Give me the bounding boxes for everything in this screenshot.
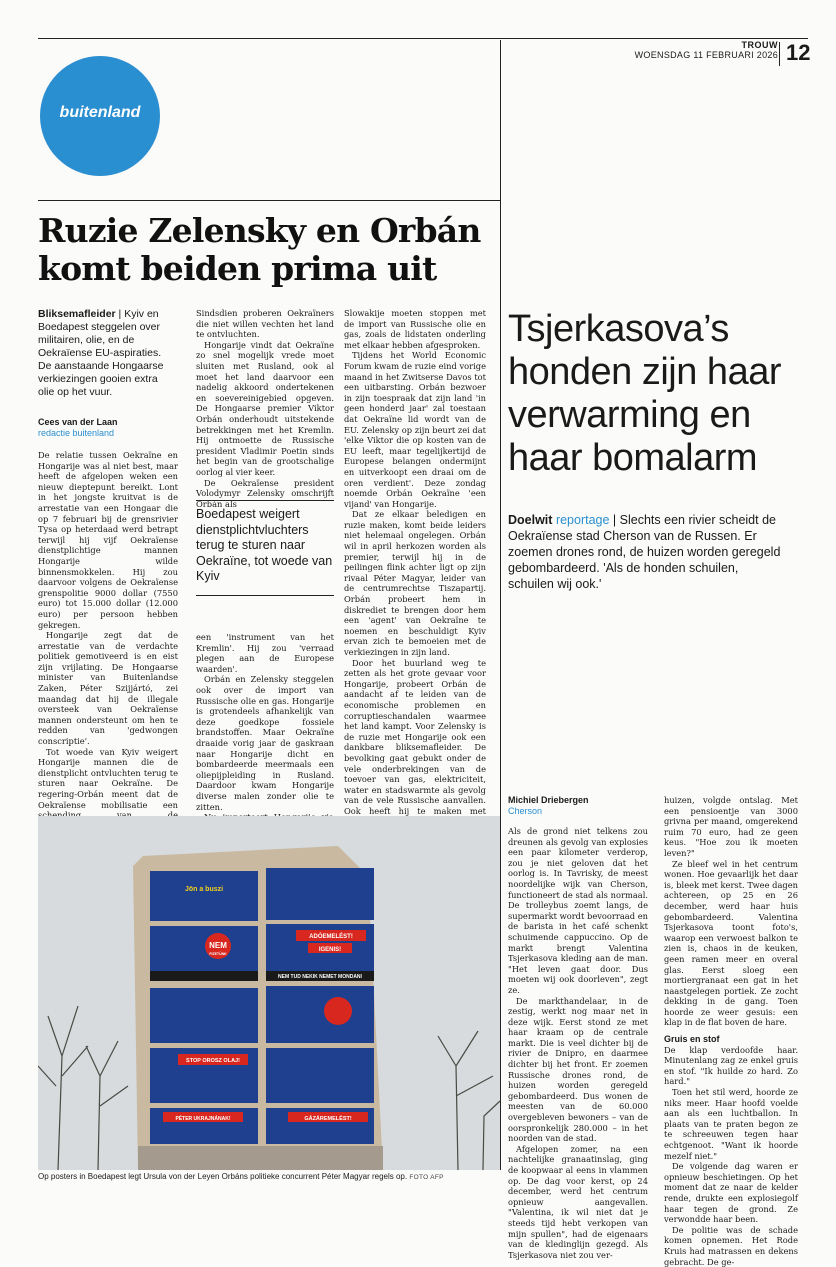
poster <box>266 986 374 1043</box>
article1-headline-line2: komt beiden prima uit <box>38 249 437 288</box>
article1-lead-text: Kyiv en Boedapest steggelen over militairen, olie, en de Oekraïense EU-aspiraties. De aanstaande Hongaarse verkiezingen gooien extra olie op het vuur. <box>38 308 164 398</box>
paragraph: De politie was de schade komen opnemen. Het Rode Kruis had matrassen en dekens gebracht. De ge- <box>664 1224 798 1267</box>
poster <box>266 1048 374 1103</box>
poster-text: STOP OROSZ OLAJ! <box>186 1058 240 1064</box>
paragraph: Tot woede van Kyiv weigert Hongarije mannen die de dienstplicht ontvluchten terug te sturen naar Oekraïne. De regering-Orbán meent dat de Oekraïense mobilisatie een <box>38 746 178 810</box>
article1-pullquote: Boedapest weigert dienstplichtvluchters terug te sturen naar Oekraïne, tot woede van Kyiv <box>196 500 334 596</box>
article2-headline-line: Tsjerkasova’s <box>508 308 729 350</box>
article2-headline-line: honden zijn haar <box>508 351 781 393</box>
photo-credit: FOTO AFP <box>409 1174 444 1181</box>
poster-text: NEM TUD NEKIK NEMET MONDANI <box>278 974 362 980</box>
page-number-divider <box>779 42 780 66</box>
article1-lead: Bliksemafleider | Kyiv en Boedapest steggelen over militairen, olie, en de Oekraïense EU-aspiraties. De aanstaande Hongaarse verkiezingen gooien extra olie op het vuur. <box>38 308 164 398</box>
paragraph: Als de grond niet telkens zou dreunen als gevolg van explosies een paar kilometer verderop, zou je niet geloven dat het oorlog is. In Tavrisky, de meest noordelijke wijk van Cherson, functioneert de stad als normaal. De trolleybus zoemt langs, de supermarkt wordt bevoorraad en de barista in het café schenkt schuimende cappuccino. Op de markt brengt Valentina Tsjerkasova kleding aan de man. "Het leven gaat door. Dus moeten wij ook doorleven", zegt ze. <box>508 826 648 995</box>
article1-column-3 <box>344 308 486 838</box>
paragraph: Slowakije moeten stoppen met de import van Russische olie en gas, zoals de lidstaten onderling met elkaar hebben afgesproken. <box>344 308 486 350</box>
paragraph: De volgende dag waren er opnieuw beschietingen. Op het moment dat ze naar de kelder rende, drukte een explosiegolf haar tegen de grond. Ze verwondde haar been. <box>664 1161 798 1225</box>
paragraph: Afgelopen zomer, na een nachtelijke granaatinslag, ging de koopwaar al eens in vlammen op. De dag voor kerst, op 24 december, werd het centrum opnieuw aangevallen. "Valentina, ik wil niet dat je steeds tijd hebt verkopen van mijn spullen", had de eigenaars van de kledinglijn gezegd. Als Tsjerkasova niet zou ver- <box>508 1143 648 1260</box>
paper-name: TROUW <box>741 40 778 50</box>
photo-caption <box>38 1172 500 1183</box>
issue-date: WOENSDAG 11 FEBRUARI 2026 <box>634 50 778 60</box>
photo-illustration <box>38 816 500 1170</box>
paragraph: Door het buurland weg te zetten als het grote gevaar voor Hongarije, probeert Orbán de aandacht af te leiden van de economische problemen en corruptieschandalen waarmee het land kampt. Voor Zelensky is de ruzie met Hongarije ook een dankbare bliksemafleider. De bevolking gaat gebukt onder de vele onderbrekingen van de toevoer van gas, elektriciteit, water en stadswarmte als gevolg van de vele Russische aanvallen. Ook heeft hij te maken met <box>344 657 486 816</box>
article2-headline-line: haar bomalarm <box>508 437 758 479</box>
headline-rule <box>38 200 500 201</box>
paragraph: Orbán en Zelensky steggelen ook over de import van Russische olie en gas. Hongarije is grotendeels afhankelijk van deze goedkope fossiele brandstoffen. Maar Oekraïne draaide vorig jaar de gaskraan naar Hongarije dicht en bombardeerde meermaals een oliepijpleiding in Rusland. Daardoor kwam Hongarije diverse malen zonder olie te zitten. <box>196 674 334 812</box>
article1-headline <box>38 212 508 288</box>
paragraph: Toen het stil werd, hoorde ze niks meer. Haar hoofd voelde aan als een luchtballon. In plaats van te praten begon ze te schreeuwen tegen haar echtgenoot. "Want ik hoorde mezelf niet." <box>664 1087 798 1161</box>
paragraph: Hongarije zegt dat de arrestatie van de verdachte politiek gemotiveerd is en eist zijn vrijlating. De Hongaarse minister van Buitenlandse Zaken, Péter Szijjártó, zei maandag dat hij de illegale oversteek van Oekraïense mannen ondersteunt om hen te redden van 'gedwongen conscriptie'. <box>38 630 178 747</box>
poster-text: PÉTER UKRAJNÁNAK! <box>175 1116 231 1122</box>
article2-lead-text: Slechts een rivier scheidt de Oekraïense stad Cherson van de Russen. Er zoemen drones rond, de huizen worden geregeld gebombardeerd. 'Als de honden schuilen, schuilen wij ook.' <box>508 513 781 591</box>
news-photo <box>38 816 500 1170</box>
masthead <box>635 40 778 60</box>
photo-caption-text: Op posters in Boedapest legt Ursula von der Leyen Orbáns politieke concurrent Péter Magyar regels op. <box>38 1172 408 1181</box>
paragraph: Dat ze elkaar beledigen en ruzie maken, komt beide leiders niet helemaal ongelegen. Orbán wil in april herkozen worden als premier, terwijl hij in de peilingen flink achter ligt op zijn rivaal Péter Magyar, leider van de centrumrechtse Tiszapartij. Orbán probeert hem in diskrediet te brengen door hem een 'agent' van Oekraïne te noemen en beschuldigt Kyiv ervan zich te bemoeien met de verkiezingen in zijn land. <box>344 509 486 657</box>
article2-column-2 <box>664 795 798 1267</box>
paragraph: Tijdens het World Economic Forum kwam de ruzie eind vorige maand in het Zwitserse Davos tot een uitbarsting. Orbán bezwoer in zijn toespraak dat zijn land 'in geen honderd jaar' zal toestaan dat Oekraïne lid wordt van de EU. Zelensky op zijn beurt zei dat 'elke Viktor die op kosten van de EU leeft, maar tegelijkertijd de Europese belangen ondermijnt en uitverkoopt een draai om de oren verdient'. Deze zondag noemde Orbán Oekraïne 'een vijand' van Hongarije. <box>344 350 486 509</box>
paragraph: De markthandelaar, in de zestig, werkt nog maar net in deze wijk. Eerst stond ze met haar kraam op de centrale markt. Die is veel dichter bij de rivier de Dnipro, en daarmee dichter bij het front. Er zoemen Russische drones rond, de huizen worden geregeld gebombardeerd. Dus wonen de meesten van de 60.000 overgebleven bewoners – van de oorspronkelijk 280.000 – in het noorden van de stad. <box>508 995 648 1144</box>
poster-text: Jön a buszi <box>184 886 224 893</box>
paragraph: Hongarije vindt dat Oekraïne zo snel mogelijk vrede moet sluiten met Rusland, ook al moet het land daarvoor een nadelig akkoord ondertekenen en soevereinigebied opgeven. De Hongaarse premier Viktor Orbán onderhoudt uitstekende betrekkingen met het Kremlin. Hij ontmoette de Russische president Vladimir Poetin sinds het begin van de grootschalige oorlog al vier keer. <box>196 339 334 477</box>
section-label: buitenland <box>59 104 141 121</box>
article1-headline-line1: Ruzie Zelensky en Orbán <box>38 211 481 250</box>
subheading: Gruis en stof <box>664 1034 720 1045</box>
article2-byline <box>508 795 589 817</box>
article2-column-1 <box>508 826 648 1260</box>
paragraph: De relatie tussen Oekraïne en Hongarije was al niet best, maar heeft de afgelopen weken een nieuw dieptepunt bereikt. Lont in het jongste kruitvat is de arrestatie van een Hongaar die op 7 februari bij de grensrivier Tysa op heterdaad werd betrapt terwijl hij vijf Oekraïense dienstplichtige mannen Hongarije wilde binnensmokkelen. Hij zou daarvoor volgens de Oekraïense grenspolitie 9000 dollar (7550 euro) tot 15.000 dollar (12.000 euro) per persoon hebben gekregen. <box>38 450 178 630</box>
graffiti-wall <box>138 1146 383 1170</box>
poster-text: IGENIS! <box>318 947 342 953</box>
poster <box>150 988 258 1043</box>
poster <box>150 871 258 921</box>
article2-lead: Doelwit reportage | Slechts een rivier scheidt de Oekraïense stad Cherson van de Russen. Er zoemen drones rond, de huizen worden geregeld gebombardeerd. 'Als de honden schuilen, schuilen wij ook.' <box>508 513 781 591</box>
article1-author-role: redactie buitenland <box>38 428 115 438</box>
article2-author: Michiel Driebergen <box>508 795 589 805</box>
poster-text: FIZETÜNK <box>209 952 227 956</box>
poster-text: GÁZÁREMELÉST! <box>304 1116 352 1122</box>
article1-lead-kicker: Bliksemafleider <box>38 308 116 320</box>
article2-lead-kind: reportage <box>555 513 610 527</box>
column-rule <box>500 40 501 1170</box>
paragraph: Ze bleef wel in het centrum wonen. Hoe gevaarlijk het daar is, bleek met kerst. Twee dagen achtereen, op 25 en 26 december, werd haar huis gebombardeerd. Valentina Tsjerkasova toont foto's, waarop een verwoest balkon te zien is, chaos in de keuken, geen ramen meer en overal glas. Eerst sloeg een mortiergranaat een gat in het naastgelegen portiek. Ze zocht dekking in de gang. Toen hoorde ze weer gesuis: een klap in de flat boven de hare. <box>664 858 798 1028</box>
paragraph: Sindsdien proberen Oekraïners die niet willen vechten het land te ontvluchten. <box>196 308 334 340</box>
article2-dateline: Cherson <box>508 806 543 816</box>
article2-lead-kicker: Doelwit <box>508 513 553 527</box>
poster-banner <box>150 971 258 981</box>
paragraph: een 'instrument van het Kremlin'. Hij zou 'verraad plegen aan de Europese waarden'. <box>196 632 334 674</box>
article2-headline-line: verwarming en <box>508 394 751 436</box>
article2-headline <box>508 308 798 480</box>
page-number: 12 <box>786 40 811 65</box>
article1-author: Cees van der Laan <box>38 417 118 427</box>
poster-text: ADÓEMELÉST! <box>309 934 353 940</box>
paragraph: De Oekraïense president Volodymyr Zelensky omschrijft Orbán als <box>196 477 334 509</box>
article1-column-2 <box>196 308 334 509</box>
poster-text: NEM <box>209 941 227 950</box>
paragraph: De klap verdoofde haar. Minutenlang zag ze enkel gruis en stof. "Ik huilde zo hard. Zo hard." <box>664 1044 798 1087</box>
header-rule <box>38 38 808 39</box>
paragraph: huizen, volgde ontslag. Met een pensioentje van 3000 grivna per maand, omgerekend ruim 70 euro, had ze geen keus. "Hoe zou ik moeten leven?" <box>664 795 798 858</box>
article1-byline <box>38 417 173 439</box>
poster <box>266 868 374 920</box>
poster-badge <box>324 997 352 1025</box>
